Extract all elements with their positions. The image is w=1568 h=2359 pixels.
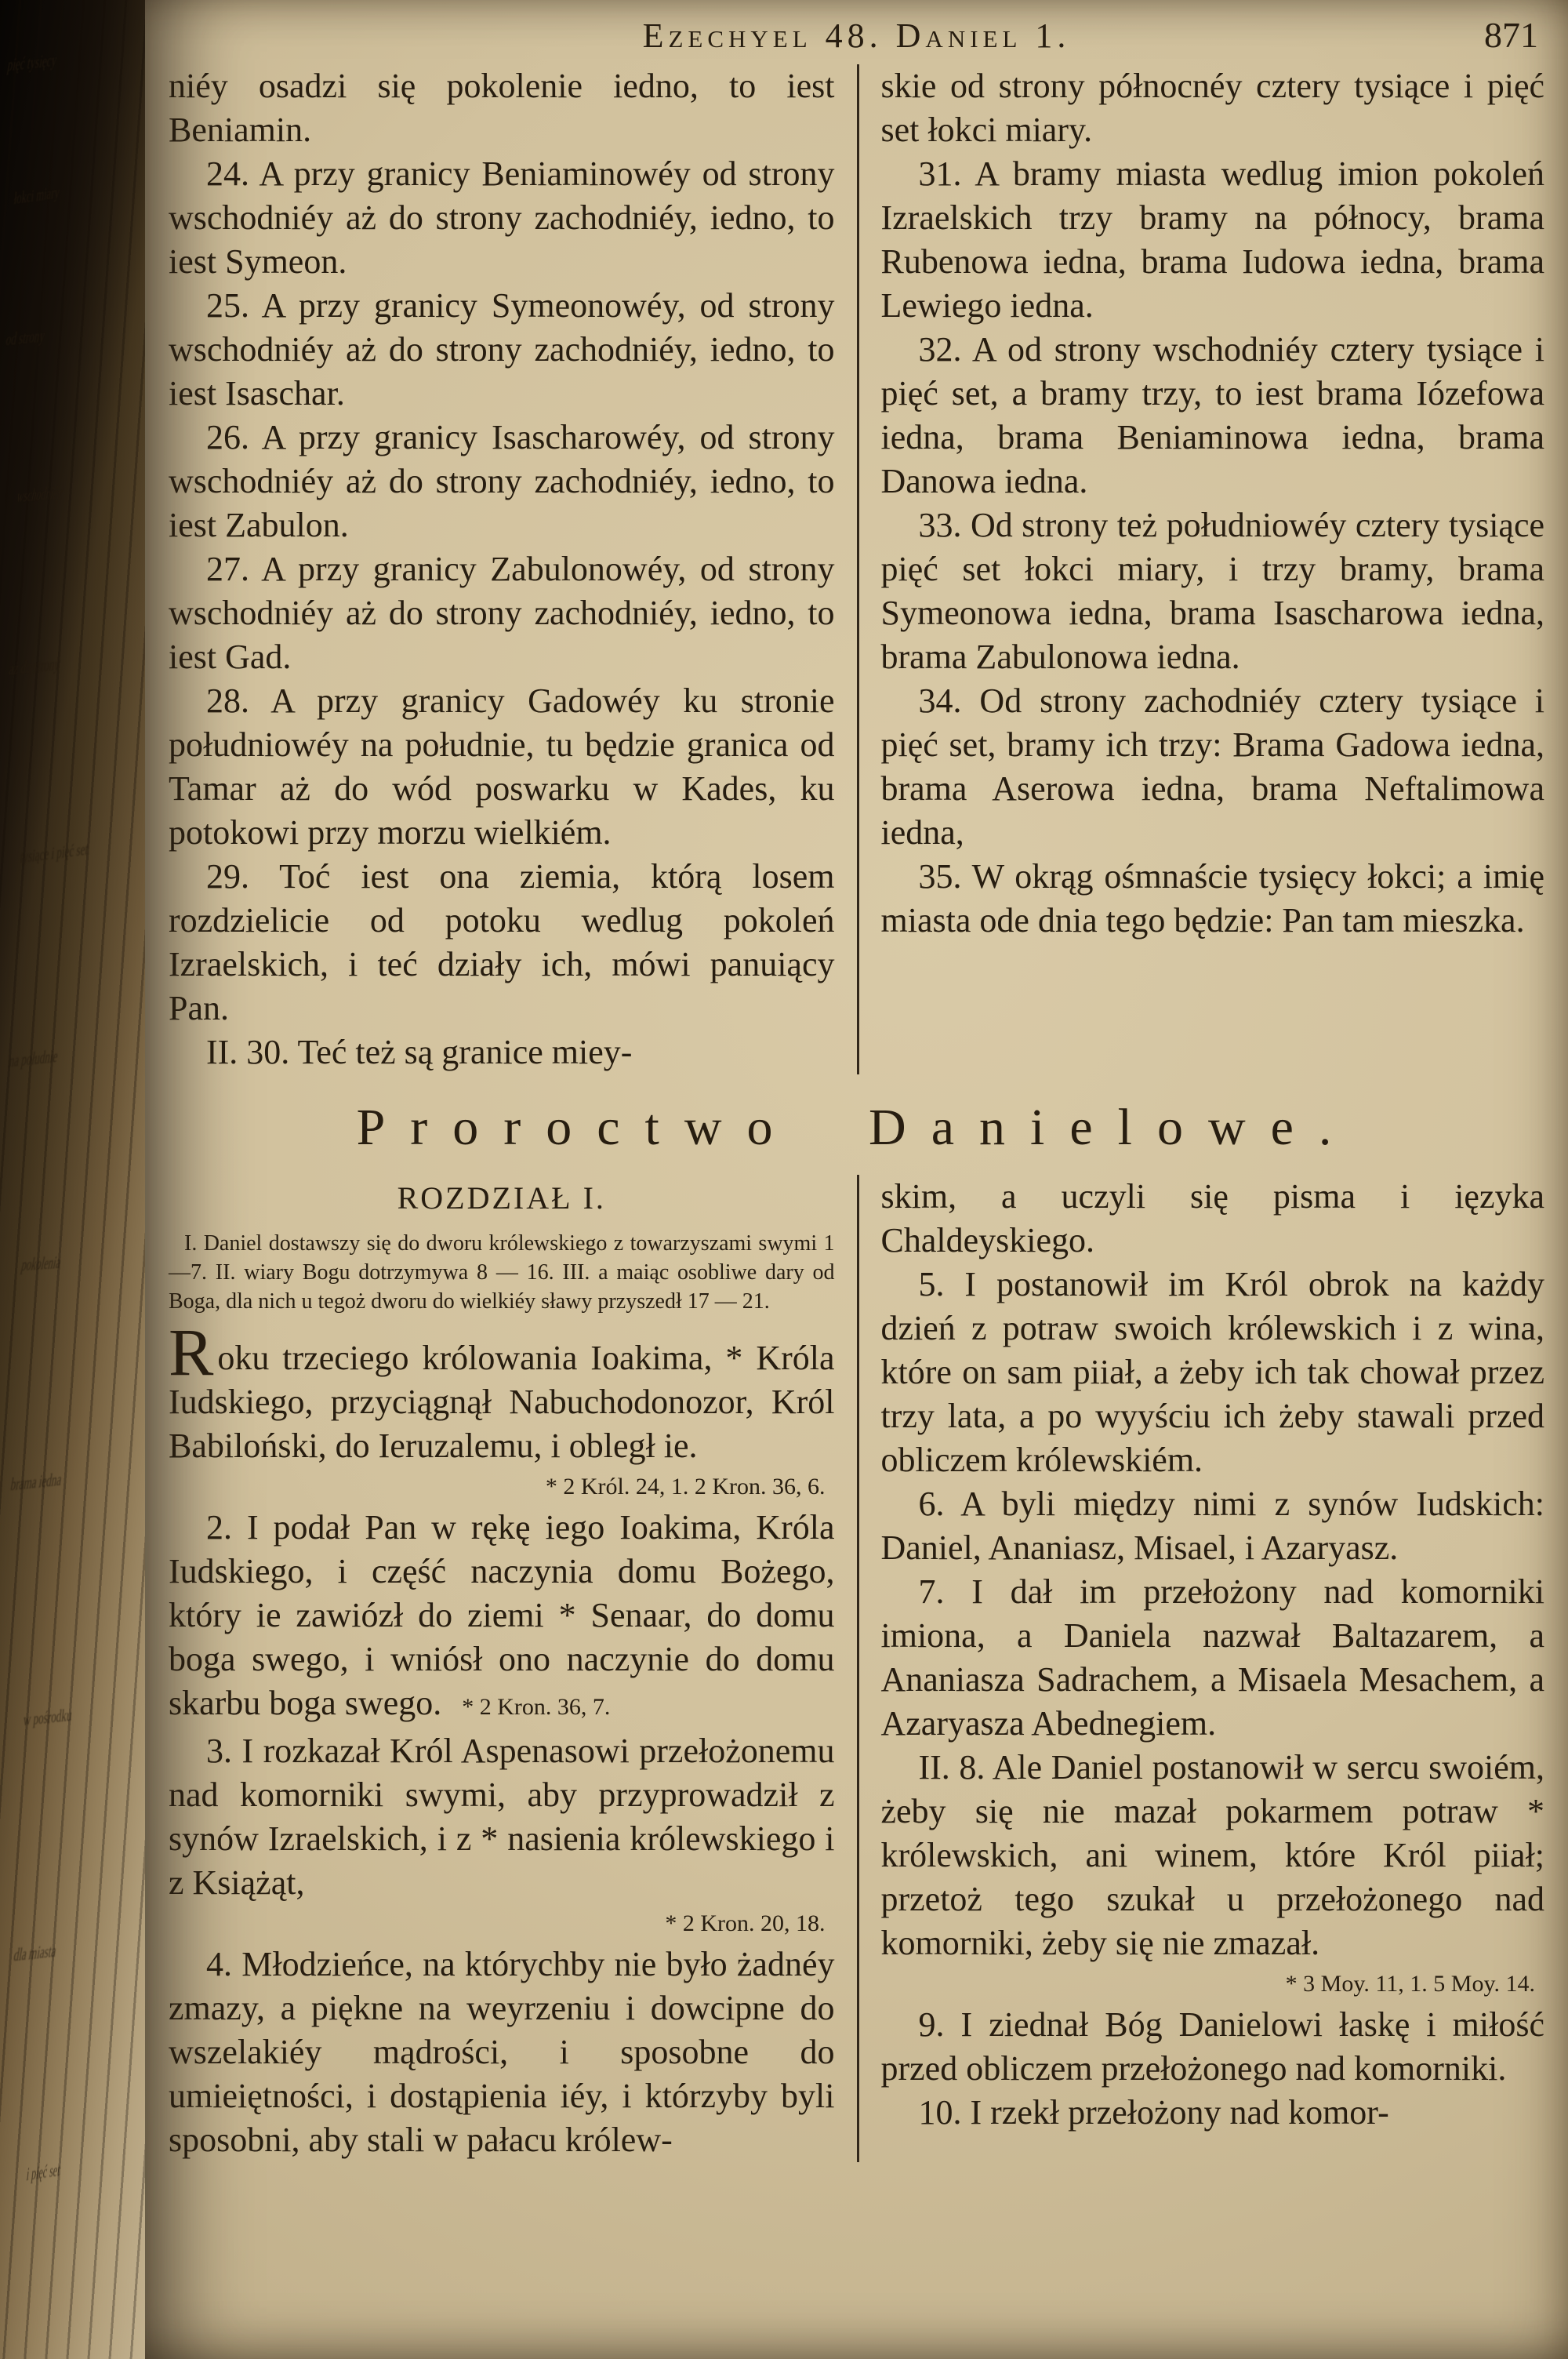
verse-paragraph: 34. Od strony zachodniéy cztery tysiące i pięć set, bramy ich trzy: Brama Gadowa iedna, brama Aserowa iedna, brama Neftalimowa iedna,	[880, 682, 1544, 852]
chapter-heading: ROZDZIAŁ I.	[397, 1180, 606, 1216]
scripture-reference: * 2 Kron. 20, 18.	[665, 1910, 826, 1936]
spine-text-fragment: w pośrodku	[22, 1704, 74, 1730]
verse-paragraph: 26. A przy granicy Isascharowéy, od strony wschodniéy aż do strony zachodniéy, iedno, to iest Zabulon.	[169, 418, 835, 544]
book-gutter	[0, 0, 145, 2359]
page-number: 871	[1484, 15, 1538, 55]
section-title: Proroctwo Danielowe.	[356, 1099, 1357, 1156]
chapter-summary: I. Daniel dostawszy się do dworu królewskiego z towarzyszami swymi 1—7. II. wiary Bogu dotrzymywa 8 — 16. III. a maiąc osobliwe dary od Boga, dla nich u tegoż dworu do wielkiéy sławy przyszedł 17 — 21.	[169, 1231, 835, 1314]
book-page	[145, 0, 1568, 2359]
page-header	[169, 14, 1544, 64]
verse-paragraph: 31. A bramy miasta wedlug imion pokoleń Izraelskich trzy bramy na północy, brama Rubenowa iedna, brama Iudowa iedna, brama Lewiego iedna.	[880, 154, 1544, 325]
spine-text-fragment: pięć tysięcy	[5, 49, 59, 75]
spine-text-fragment: dla miasta	[12, 1940, 58, 1965]
verse-paragraph: 10. I rzekł przełożony nad komor-	[918, 2093, 1389, 2132]
verse-paragraph: 4. Młodzieńce, na którychby nie było żadnéy zmazy, a piękne na weyrzeniu i dowcipne do wszelakiéy mądrości, i sposobne do umieiętności, i dostąpienia iéy, i którzyby byli sposobni, aby stali w pałacu królew-	[169, 1945, 835, 2159]
verse-paragraph	[169, 1506, 835, 1729]
verse-paragraph: 5. I postanowił im Król obrok na każdy dzień z potraw swoich królewskich i z wina, które on sam piiał, a żeby ich tak chował przez trzy lata, a po wyyściu ich żeby stawali przed obliczem królewskiém.	[880, 1265, 1544, 1479]
running-head: Ezechyel 48. Daniel 1.	[642, 16, 1071, 55]
verse-paragraph: 3. I rozkazał Król Aspenasowi przełożonemu nad komorniki swymi, aby przyprowadził z synów Izraelskich, i z * nasienia królewskiego i z Książąt,	[169, 1732, 835, 1902]
verse-paragraph: 29. Toć iest ona ziemia, którą losem rozdzielicie od potoku wedlug pokoleń Izraelskich, i teć działy ich, mówi panuiący Pan.	[169, 857, 835, 1027]
spine-text-fragment: na południe	[7, 1045, 60, 1071]
daniel-section	[169, 1175, 1544, 2162]
scripture-reference: * 2 Kron. 36, 7.	[462, 1694, 611, 1720]
verse-paragraph: 35. W okrąg ośmnaście tysięcy łokci; a imię miasta ode dnia tego będzie: Pan tam mieszka.	[880, 857, 1544, 940]
verse-paragraph: skie od strony północnéy cztery tysiące i pięć set łokci miary.	[880, 67, 1544, 149]
verse-paragraph: 28. A przy granicy Gadowéy ku stronie południowéy na południe, tu będzie granica od Tamar aż do wód poswarku w Kades, ku potokowi przy morzu wielkiém.	[169, 682, 835, 852]
verse-paragraph: 25. A przy granicy Symeonowéy, od strony wschodniéy aż do strony zachodniéy, iedno, to iest Isaschar.	[169, 286, 835, 413]
verse-text: oku trzeciego królowania Ioakima, * Króla Iudskiego, przyciągnął Nabuchodonozor, Król Babiloński, do Ieruzalemu, i obległ ie.	[169, 1339, 835, 1465]
scripture-reference: * 3 Moy. 11, 1. 5 Moy. 14.	[1285, 1971, 1535, 1997]
left-column	[169, 1175, 857, 2162]
verse-paragraph: skim, a uczyli się pisma i ięzyka Chaldeyskiego.	[880, 1177, 1544, 1259]
verse-paragraph: niéy osadzi się pokolenie iedno, to iest Beniamin.	[169, 67, 835, 149]
verse-paragraph: 6. A byli między nimi z synów Iudskich: Daniel, Ananiasz, Misael, i Azaryasz.	[880, 1485, 1544, 1567]
spine-text-fragment: wschodniéy	[15, 482, 65, 507]
drop-cap: R	[169, 1314, 214, 1390]
spine-text-fragment: i pięć set	[25, 2159, 62, 2185]
verse-paragraph: 9. I ziednał Bóg Danielowi łaskę i miłość przed obliczem przełożonego nad komorniki.	[880, 2005, 1544, 2088]
ezechyel-section	[169, 64, 1544, 1074]
verse-paragraph: II. 30. Teć też są granice miey-	[206, 1033, 633, 1071]
spine-text-fragment: pokolenia	[20, 1252, 64, 1275]
verse-paragraph: 24. A przy granicy Beniaminowéy od strony wschodniéy aż do strony zachodniéy, iedno, to iest Symeon.	[169, 154, 835, 281]
spine-text-fragment: tysiące i pięć set	[19, 838, 89, 867]
right-column	[857, 1175, 1545, 2162]
right-column	[857, 64, 1545, 1074]
verse-paragraph: II. 8. Ale Daniel postanowił w sercu swoiém, żeby się nie mazał pokarmem potraw * królewskich, ani winem, które Król piiał; przetoż tego szukał u przełożonego nad komorniki, żeby się nie zmazał.	[880, 1748, 1544, 1962]
scripture-reference: * 2 Król. 24, 1. 2 Kron. 36, 6.	[545, 1474, 826, 1499]
spine-text-fragment: aż do strony	[7, 652, 62, 679]
verse-paragraph	[169, 1314, 835, 1468]
left-column	[169, 64, 857, 1074]
verse-paragraph: 33. Od strony też południowéy cztery tysiące pięć set łokci miary, i trzy bramy, brama Symeonowa iedna, brama Isascharowa iedna, brama Zabulonowa iedna.	[880, 506, 1544, 676]
spine-text-fragment: łokci miary	[13, 181, 61, 209]
verse-paragraph: 27. A przy granicy Zabulonowéy, od strony wschodniéy aż do strony zachodniéy, iedno, to iest Gad.	[169, 550, 835, 676]
verse-paragraph: 32. A od strony wschodniéy cztery tysiące i pięć set, a bramy trzy, to iest brama Iózefowa iedna, brama Beniaminowa iedna, brama Danowa iedna.	[880, 330, 1544, 500]
verse-text: 2. I podał Pan w rękę iego Ioakima, Króla Iudskiego, i część naczynia domu Bożego, który ie zawiózł do ziemi * Senaar, do domu boga swego, i wniósł ono naczynie do domu skarbu boga swego.	[169, 1508, 835, 1722]
spine-text-fragment: od strony	[4, 325, 47, 350]
spine-text-fragment: brama iedna	[9, 1468, 64, 1495]
verse-paragraph: 7. I dał im przełożony nad komorniki imiona, a Daniela nazwał Baltazarem, a Ananiasza Sadrachem, a Misaela Mesachem, a Azaryasza Abednegiem.	[880, 1572, 1544, 1743]
